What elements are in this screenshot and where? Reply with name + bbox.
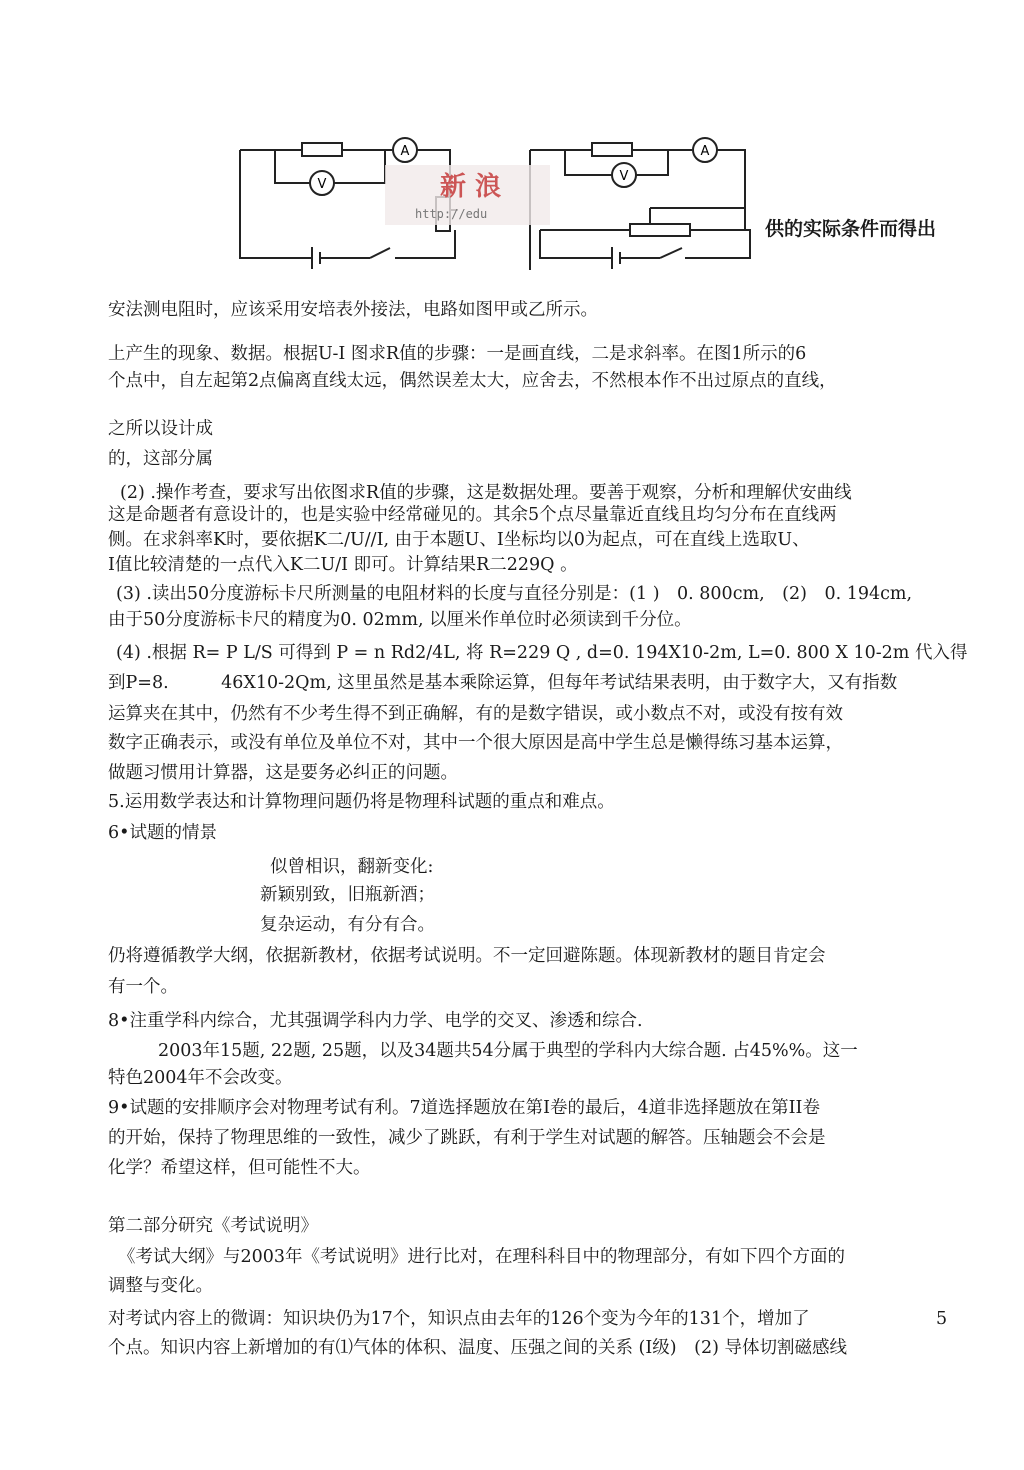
figure-caption: 供的实际条件而得出 [765,218,937,240]
text-line: 运算夹在其中，仍然有不少考生得不到正确解，有的是数字错误，或小数点不对，或没有按有效 [108,704,843,724]
text-line: 化学？希望这样，但可能性不大。 [108,1158,371,1178]
text-line: 仍将遵循教学大纲，依据新教材，依据考试说明。不一定回避陈题。体现新教材的题目肯定会 [108,946,826,966]
text-line: 之所以设计成 [108,419,213,439]
text-line: 9•试题的安排顺序会对物理考试有利。7道选择题放在第I卷的最后，4道非选择题放在第II卷 [108,1098,820,1118]
text-line: 个点。知识内容上新增加的有⑴气体的体积、温度、压强之间的关系 (I级) (2) 导体切割磁感线 [108,1338,847,1358]
text-line: I值比较清楚的一点代入K二U/I 即可。计算结果R二229Q 。 [108,555,578,575]
text-line: 8•注重学科内综合，尤其强调学科内力学、电学的交叉、渗透和综合. [108,1011,643,1031]
svg-text:新 浪: 新 浪 [440,172,502,202]
text-line: (3) .读出50分度游标卡尺所测量的电阻材料的长度与直径分别是：(1 ) 0. 800cm, (2) 0. 194cm, [116,584,913,604]
text-line: 安法测电阻时，应该采用安培表外接法，电路如图甲或乙所示。 [108,300,598,320]
text-line: 上产生的现象、数据。根据U-I 图求R值的步骤：一是画直线，二是求斜率。在图1所示的6 [108,344,807,364]
text-line: 有一个。 [108,977,178,997]
text-line: 侧。在求斜率K时，要依据K二/U//I, 由于本题U、I坐标均以0为起点，可在直线上选取U、 [108,530,810,550]
voltmeter-label-left: V [317,177,327,192]
text-line: 6•试题的情景 [108,823,217,843]
text-line: 的开始，保持了物理思维的一致性，减少了跳跃，有利于学生对试题的解答。压轴题会不会是 [108,1128,826,1148]
text-line: 到P=8. 46X10-2Qm, 这里虽然是基本乘除运算，但每年考试结果表明，由于数字大，又有指数 [108,673,898,693]
circuit-diagrams [230,125,960,270]
poem-line: 似曾相识，翻新变化: [270,857,434,877]
poem-line: 新颖别致，旧瓶新酒； [260,885,435,905]
text-line: (4) .根据 R= P L/S 可得到 P = n Rd2/4L, 将 R=229 Q , d=0. 194X10-2m, L=0. 800 X 10-2m 代入得 [116,643,968,663]
text-line: 《考试大纲》与2003年《考试说明》进行比对，在理科科目中的物理部分，有如下四个方面的 [118,1247,846,1267]
ammeter-label-left: A [400,144,410,159]
watermark-logo [385,160,555,230]
voltmeter-label-right: V [619,169,629,184]
text-line: 这是命题者有意设计的，也是实验中经常碰见的。其余5个点尽量靠近直线且均匀分布在直线两 [108,505,837,525]
text-line: 由于50分度游标卡尺的精度为0. 02mm, 以厘米作单位时必须读到千分位。 [108,610,692,630]
text-line: 特色2004年不会改变。 [108,1068,293,1088]
text-line: 做题习惯用计算器，这是要务必纠正的问题。 [108,763,458,783]
text-line: 的，这部分属 [108,449,213,469]
poem-line: 复杂运动，有分有合。 [260,915,435,935]
text-line: 2003年15题, 22题, 25题，以及34题共54分属于典型的学科内大综合题. 占45%%。这一 [158,1041,858,1061]
text-line: 数字正确表示，或没有单位及单位不对，其中一个很大原因是高中学生总是懒得练习基本运算， [108,733,843,753]
text-line: 个点中，自左起第2点偏离直线太远，偶然误差太大，应舍去，不然根本作不出过原点的直线， [108,371,837,391]
svg-text:http://edu: http://edu [415,207,488,221]
section-heading: 第二部分研究《考试说明》 [108,1216,318,1236]
text-line: (2) .操作考查，要求写出依图求R值的步骤，这是数据处理。要善于观察，分析和理解伏安曲线 [120,483,852,503]
text-line: 5 [936,1309,948,1329]
text-line: 5.运用数学表达和计算物理问题仍将是物理科试题的重点和难点。 [108,792,615,812]
text-line: 对考试内容上的微调：知识块仍为17个，知识点由去年的126个变为今年的131个，增加了 [108,1309,810,1329]
text-line: 调整与变化。 [108,1276,213,1296]
ammeter-label-right: A [700,144,710,159]
